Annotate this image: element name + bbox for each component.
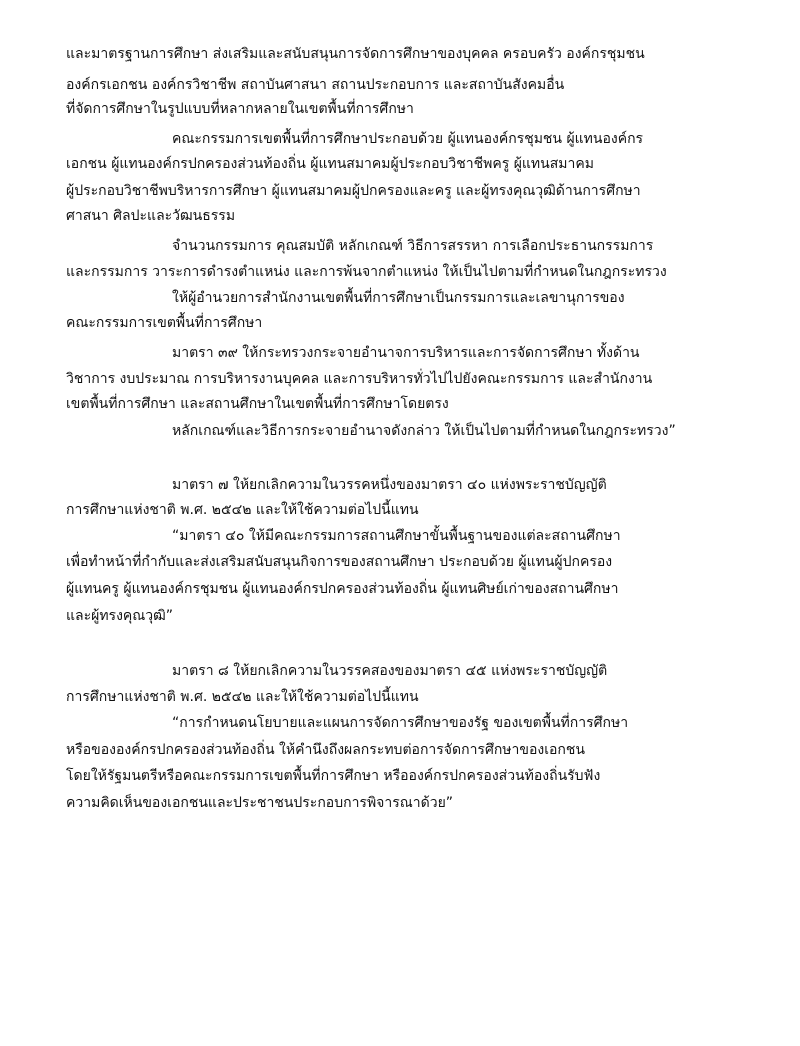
- text-line-16: มาตรา ๗ ให้ยกเลิกความในวรรคหนึ่งของมาตรา ๔๐ แห่งพระราชบัญญัติ: [172, 477, 607, 493]
- text-line-25: หรือขององค์กรปกครองส่วนท้องถิ่น ให้คำนึงถึงผลกระทบต่อการจัดการศึกษาของเอกชน: [66, 742, 585, 758]
- text-line-1: และมาตรฐานการศึกษา ส่งเสริมและสนับสนุนการจัดการศึกษาของบุคคล ครอบครัว องค์กรชุมชน: [66, 46, 645, 62]
- text-line-24: “การกำหนดนโยบายและแผนการจัดการศึกษาของรัฐ ของเขตพื้นที่การศึกษา: [172, 715, 629, 731]
- text-line-6: ผู้ประกอบวิชาชีพบริหารการศึกษา ผู้แทนสมาคมผู้ปกครองและครู และผู้ทรงคุณวุฒิด้านการศึกษา: [66, 183, 641, 199]
- text-line-10: ให้ผู้อำนวยการสำนักงานเขตพื้นที่การศึกษาเป็นกรรมการและเลขานุการของ: [172, 290, 625, 306]
- text-line-22: มาตรา ๘ ให้ยกเลิกความในวรรคสองของมาตรา ๔๕ แห่งพระราชบัญญัติ: [172, 663, 608, 679]
- text-line-23: การศึกษาแห่งชาติ พ.ศ. ๒๕๔๒ และให้ใช้ความต่อไปนี้แทน: [66, 689, 419, 705]
- text-line-9: และกรรมการ วาระการดำรงตำแหน่ง และการพ้นจากตำแหน่ง ให้เป็นไปตามที่กำหนดในกฎกระทรวง: [66, 264, 667, 280]
- text-line-14: เขตพื้นที่การศึกษา และสถานศึกษาในเขตพื้นที่การศึกษาโดยตรง: [66, 396, 449, 412]
- text-line-4: คณะกรรมการเขตพื้นที่การศึกษาประกอบด้วย ผู้แทนองค์กรชุมชน ผู้แทนองค์กร: [172, 131, 644, 147]
- text-line-11: คณะกรรมการเขตพื้นที่การศึกษา: [66, 315, 263, 331]
- text-line-2: องค์กรเอกชน องค์กรวิชาชีพ สถาบันศาสนา สถานประกอบการ และสถาบันสังคมอื่น: [66, 77, 565, 93]
- text-line-3: ที่จัดการศึกษาในรูปแบบที่หลากหลายในเขตพื้นที่การศึกษา: [66, 101, 414, 117]
- text-line-8: จำนวนกรรมการ คุณสมบัติ หลักเกณฑ์ วิธีการสรรหา การเลือกประธานกรรมการ: [172, 238, 654, 254]
- text-line-27: ความคิดเห็นของเอกชนและประชาชนประกอบการพิจารณาด้วย”: [66, 795, 454, 811]
- text-line-18: “มาตรา ๔๐ ให้มีคณะกรรมการสถานศึกษาขั้นพื้นฐานของแต่ละสถานศึกษา: [172, 528, 621, 544]
- text-line-26: โดยให้รัฐมนตรีหรือคณะกรรมการเขตพื้นที่การศึกษา หรือองค์กรปกครองส่วนท้องถิ่นรับฟัง: [66, 768, 601, 784]
- text-line-5: เอกชน ผู้แทนองค์กรปกครองส่วนท้องถิ่น ผู้แทนสมาคมผู้ประกอบวิชาชีพครู ผู้แทนสมาคม: [66, 156, 594, 172]
- text-line-15: หลักเกณฑ์และวิธีการกระจายอำนาจดังกล่าว ให้เป็นไปตามที่กำหนดในกฎกระทรวง”: [172, 423, 676, 439]
- text-line-13: วิชาการ งบประมาณ การบริหารงานบุคคล และการบริหารทั่วไปไปยังคณะกรรมการ และสำนักงาน: [66, 371, 653, 387]
- text-line-12: มาตรา ๓๙ ให้กระทรวงกระจายอำนาจการบริหารและการจัดการศึกษา ทั้งด้าน: [172, 345, 640, 361]
- text-line-21: และผู้ทรงคุณวุฒิ”: [66, 608, 174, 624]
- text-line-20: ผู้แทนครู ผู้แทนองค์กรชุมชน ผู้แทนองค์กรปกครองส่วนท้องถิ่น ผู้แทนศิษย์เก่าของสถานศึกษา: [66, 581, 619, 597]
- text-line-19: เพื่อทำหน้าที่กำกับและส่งเสริมสนับสนุนกิจการของสถานศึกษา ประกอบด้วย ผู้แทนผู้ปกครอง: [66, 554, 613, 570]
- text-line-7: ศาสนา ศิลปะและวัฒนธรรม: [66, 208, 236, 224]
- text-line-17: การศึกษาแห่งชาติ พ.ศ. ๒๕๔๒ และให้ใช้ความต่อไปนี้แทน: [66, 502, 419, 518]
